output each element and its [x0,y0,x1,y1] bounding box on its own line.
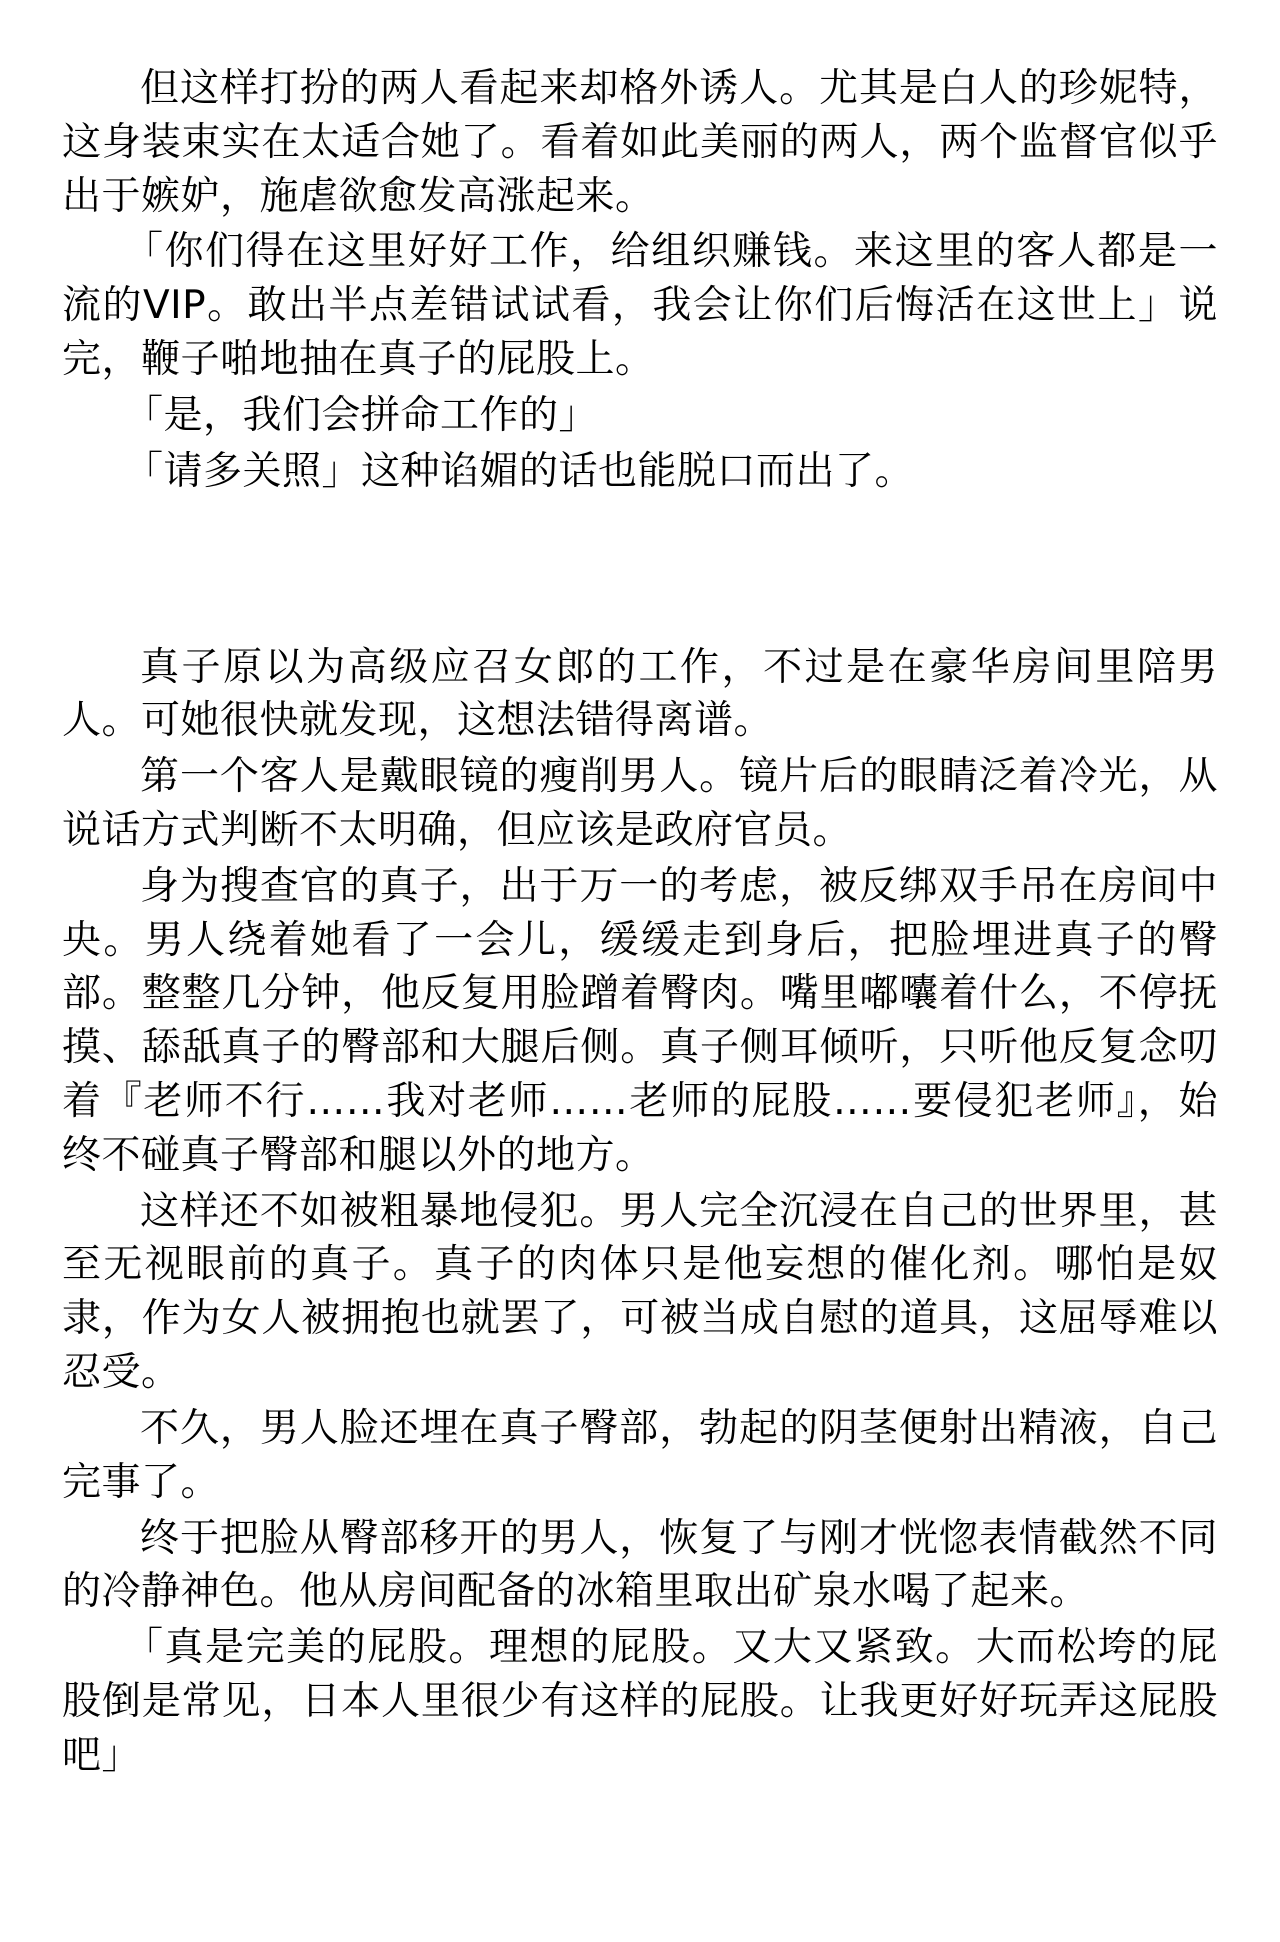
section-one [62,62,1218,499]
section-two [62,641,1218,1783]
paragraph-dialogue: 「真是完美的屁股。理想的屁股。又大又紧致。大而松垮的屁股倒是常见，日本人里很少有这样的屁股。让我更好好玩弄这屁股吧」 [62,1625,1218,1778]
paragraph: 真子原以为高级应召女郎的工作，不过是在豪华房间里陪男人。可她很快就发现，这想法错得离谱。 [62,644,1218,744]
paragraph: 这样还不如被粗暴地侵犯。男人完全沉浸在自己的世界里，甚至无视眼前的真子。真子的肉体只是他妄想的催化剂。哪怕是奴隶，作为女人被拥抱也就罢了，可被当成自慰的道具，这屈辱难以忍受。 [62,1188,1218,1396]
paragraph: 身为搜查官的真子，出于万一的考虑，被反绑双手吊在房间中央。男人绕着她看了一会儿，缓缓走到身后，把脸埋进真子的臀部。整整几分钟，他反复用脸蹭着臀肉。嘴里嘟囔着什么，不停抚摸、舔舐真子的臀部和大腿后侧。真子侧耳倾听，只听他反复念叨着『老师不行……我对老师……老师的屁股……要侵犯老师』，始终不碰真子臀部和腿以外的地方。 [62,863,1218,1178]
paragraph: 第一个客人是戴眼镜的瘦削男人。镜片后的眼睛泛着冷光，从说话方式判断不太明确，但应该是政府官员。 [62,754,1218,853]
paragraph: 终于把脸从臀部移开的男人，恢复了与刚才恍惚表情截然不同的冷静神色。他从房间配备的冰箱里取出矿泉水喝了起来。 [62,1515,1218,1615]
paragraph-dialogue: 「你们得在这里好好工作，给组织赚钱。来这里的客人都是一流的VIP。敢出半点差错试试看，我会让你们后悔活在这世上」说完，鞭子啪地抽在真子的屁股上。 [62,229,1218,383]
paragraph-dialogue: 「是，我们会拼命工作的」 [124,392,599,438]
paragraph-dialogue: 「请多关照」这种谄媚的话也能脱口而出了。 [124,448,915,494]
paragraph: 不久，男人脸还埋在真子臀部，勃起的阴茎便射出精液，自己完事了。 [62,1405,1218,1505]
section-divider-space [62,501,1218,641]
paragraph: 但这样打扮的两人看起来却格外诱人。尤其是白人的珍妮特，这身装束实在太适合她了。看着如此美丽的两人，两个监督官似乎出于嫉妒，施虐欲愈发高涨起来。 [62,66,1218,219]
